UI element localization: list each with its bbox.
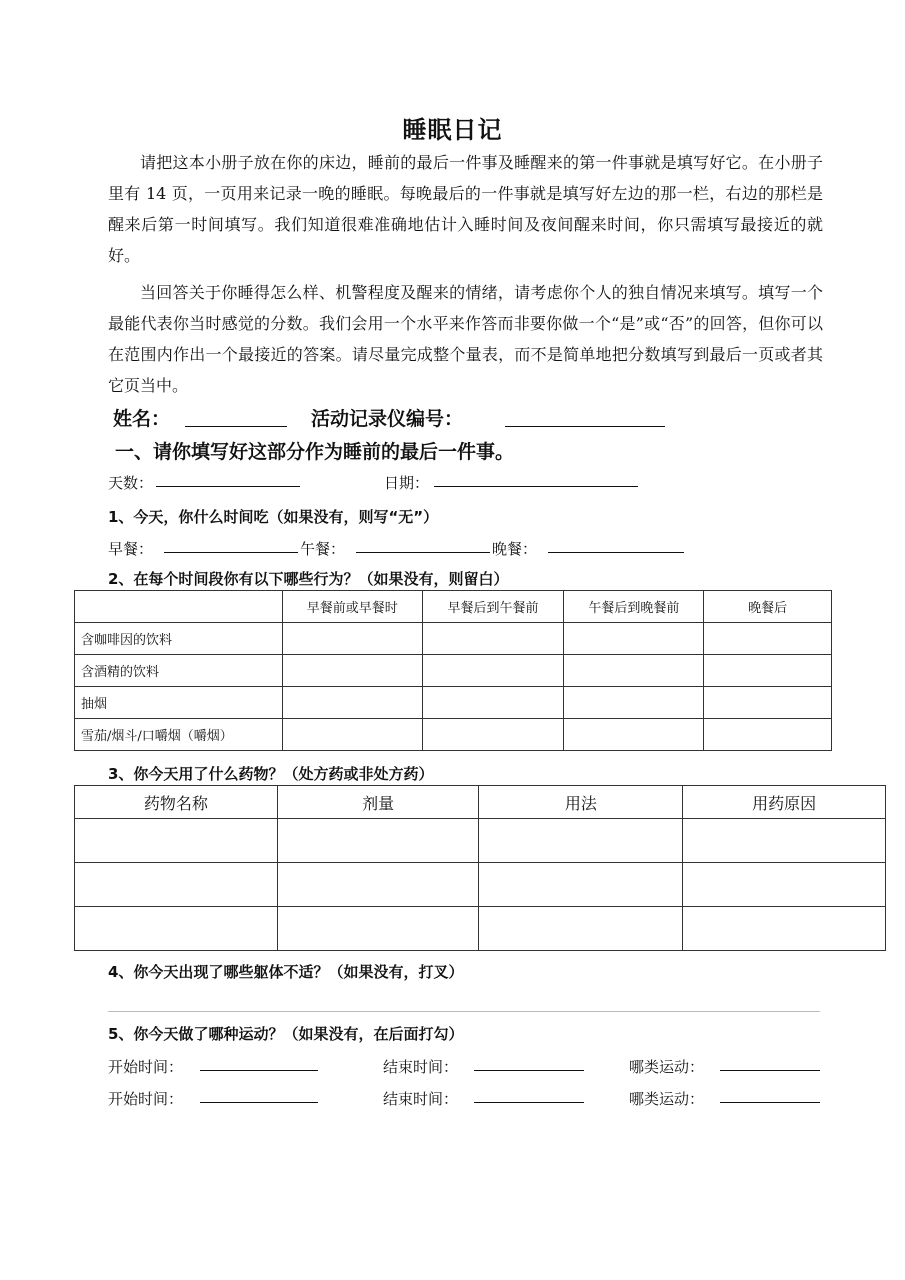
header-cell: 剂量 (277, 786, 479, 819)
end-time-label: 结束时间： (383, 1058, 459, 1076)
input-cell[interactable] (683, 863, 886, 907)
name-label: 姓名： (113, 408, 171, 430)
question-1: 1、今天，你什么时间吃（如果没有，则写“无”） (108, 508, 439, 526)
input-cell[interactable] (564, 687, 704, 719)
exercise-type-field[interactable] (720, 1102, 820, 1103)
input-cell[interactable] (683, 907, 886, 951)
table-row (75, 623, 832, 655)
days-date-row (108, 470, 868, 494)
table-row (75, 655, 832, 687)
input-cell[interactable] (422, 687, 564, 719)
input-cell[interactable] (422, 719, 564, 751)
behavior-table-header (75, 591, 832, 623)
header-cell: 早餐后到午餐前 (422, 591, 564, 623)
table-row (75, 819, 886, 863)
start-time-field[interactable] (200, 1070, 318, 1071)
exercise-row-2 (108, 1086, 868, 1110)
identity-row (113, 402, 833, 432)
dinner-time-field[interactable] (548, 552, 684, 553)
start-time-label: 开始时间： (108, 1058, 184, 1076)
discomfort-answer-line[interactable] (108, 1011, 820, 1012)
header-cell: 午餐后到晚餐前 (564, 591, 704, 623)
question-4: 4、你今天出现了哪些躯体不适？（如果没有，打叉） (108, 963, 464, 981)
end-time-label: 结束时间： (383, 1090, 459, 1108)
end-time-field[interactable] (474, 1102, 584, 1103)
page-title: 睡眠日记 (402, 116, 503, 144)
medication-table-header (75, 786, 886, 819)
end-time-field[interactable] (474, 1070, 584, 1071)
dinner-label: 晚餐： (492, 540, 538, 558)
table-row (75, 687, 832, 719)
row-label: 含咖啡因的饮料 (75, 623, 283, 655)
header-cell: 药物名称 (75, 786, 278, 819)
date-field[interactable] (434, 486, 638, 487)
header-cell: 用法 (479, 786, 683, 819)
input-cell[interactable] (704, 687, 832, 719)
input-cell[interactable] (479, 863, 683, 907)
input-cell[interactable] (704, 719, 832, 751)
intro-paragraph-1: 请把这本小册子放在你的床边，睡前的最后一件事及睡醒来的第一件事就是填写好它。在小册子里有 14 页，一页用来记录一晚的睡眠。每晚最后的一件事就是填写好左边的那一栏，右边的那栏是醒来后第一时间填写。我们知道很难准确地估计入睡时间及夜间醒来时间，你只需填写最接近的就好。 (108, 153, 823, 265)
section-1-heading: 一、请你填写好这部分作为睡前的最后一件事。 (115, 441, 515, 463)
exercise-row-1 (108, 1054, 868, 1078)
input-cell[interactable] (282, 687, 422, 719)
date-label: 日期： (384, 474, 430, 492)
table-row (75, 907, 886, 951)
input-cell[interactable] (564, 655, 704, 687)
question-3: 3、你今天用了什么药物？（处方药或非处方药） (108, 765, 434, 783)
input-cell[interactable] (75, 819, 278, 863)
input-cell[interactable] (277, 819, 479, 863)
breakfast-label: 早餐： (108, 540, 154, 558)
row-label: 雪茄/烟斗/口嚼烟（嚼烟） (75, 719, 283, 751)
input-cell[interactable] (422, 623, 564, 655)
input-cell[interactable] (683, 819, 886, 863)
behavior-table (74, 590, 832, 751)
input-cell[interactable] (282, 623, 422, 655)
name-field[interactable] (185, 426, 287, 427)
table-row (75, 719, 832, 751)
exercise-type-label: 哪类运动： (629, 1058, 705, 1076)
header-cell: 用药原因 (683, 786, 886, 819)
header-cell: 早餐前或早餐时 (282, 591, 422, 623)
input-cell[interactable] (704, 655, 832, 687)
input-cell[interactable] (479, 907, 683, 951)
header-cell: 晚餐后 (704, 591, 832, 623)
start-time-field[interactable] (200, 1102, 318, 1103)
input-cell[interactable] (75, 907, 278, 951)
question-2: 2、在每个时间段你有以下哪些行为？（如果没有，则留白） (108, 570, 509, 588)
exercise-type-label: 哪类运动： (629, 1090, 705, 1108)
input-cell[interactable] (277, 863, 479, 907)
exercise-type-field[interactable] (720, 1070, 820, 1071)
row-label: 含酒精的饮料 (75, 655, 283, 687)
breakfast-time-field[interactable] (164, 552, 298, 553)
days-field[interactable] (156, 486, 300, 487)
start-time-label: 开始时间： (108, 1090, 184, 1108)
input-cell[interactable] (282, 719, 422, 751)
input-cell[interactable] (479, 819, 683, 863)
question-5: 5、你今天做了哪种运动？（如果没有，在后面打勾） (108, 1025, 464, 1043)
row-label: 抽烟 (75, 687, 283, 719)
input-cell[interactable] (564, 719, 704, 751)
meal-times-row (108, 536, 868, 560)
header-cell (75, 591, 283, 623)
input-cell[interactable] (277, 907, 479, 951)
intro-paragraph-2: 当回答关于你睡得怎么样、机警程度及醒来的情绪，请考虑你个人的独自情况来填写。填写一个最能代表你当时感觉的分数。我们会用一个水平来作答而非要你做一个“是”或“否”的回答，但你可以在范围内作出一个最接近的答案。请尽量完成整个量表，而不是简单地把分数填写到最后一页或者其它页当中。 (108, 283, 823, 395)
table-row (75, 863, 886, 907)
input-cell[interactable] (422, 655, 564, 687)
input-cell[interactable] (282, 655, 422, 687)
days-label: 天数： (108, 474, 154, 492)
input-cell[interactable] (75, 863, 278, 907)
lunch-label: 午餐： (300, 540, 346, 558)
device-id-field[interactable] (505, 426, 665, 427)
input-cell[interactable] (564, 623, 704, 655)
device-id-label: 活动记录仪编号： (311, 408, 464, 430)
medication-table (74, 785, 886, 951)
input-cell[interactable] (704, 623, 832, 655)
lunch-time-field[interactable] (356, 552, 490, 553)
